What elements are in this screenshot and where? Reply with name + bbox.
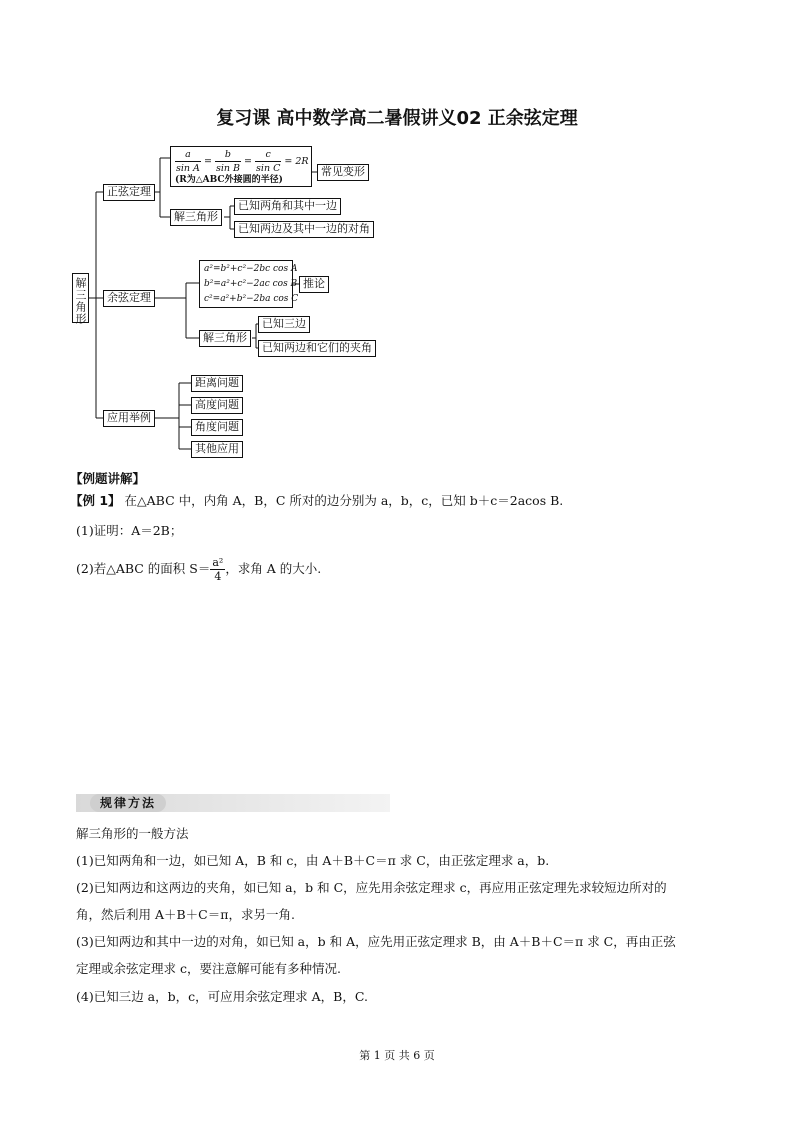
cosine-corollary-node: 推论	[299, 276, 329, 293]
cosine-solve-node: 解三角形	[199, 330, 251, 347]
page-footer: 第 1 页 共 6 页	[359, 1049, 435, 1062]
example-1-statement: 【例 1】 在△ABC 中，内角 A，B，C 所对的边分别为 a，b，c，已知 b＋c＝2acos B.	[70, 493, 564, 508]
method-p2b: 角，然后利用 A＋B＋C＝π，求另一角.	[76, 907, 295, 922]
sine-law-node: 正弦定理	[103, 184, 155, 201]
application-item-other: 其他应用	[191, 441, 243, 458]
knowledge-tree	[0, 0, 794, 470]
method-p3b: 定理或余弦定理求 c，要注意解可能有多种情况.	[76, 961, 341, 976]
cosine-case-2: 已知两边和它们的夹角	[258, 340, 376, 357]
cosine-law-formulas: a²=b²+c²−2bc cos A b²=a²+c²−2ac cos B c²=a²+b²−2ba cos C	[199, 260, 293, 308]
example-heading: 【例题讲解】	[70, 471, 146, 486]
method-banner	[76, 794, 390, 812]
application-item-angle: 角度问题	[191, 419, 243, 436]
example-1-q2: (2)若△ABC 的面积 S＝ $\frac{\text{a²}}{4}$ ，求角 A 的大小.	[76, 556, 322, 583]
method-title: 解三角形的一般方法	[76, 826, 189, 841]
sine-solve-node: 解三角形	[170, 209, 222, 226]
sine-case-1: 已知两角和其中一边	[234, 198, 341, 215]
circumradius-note: (R为△ABC外接圆的半径)	[175, 175, 283, 185]
example-1-tag: 【例 1】	[70, 493, 121, 508]
tree-connectors	[0, 0, 794, 470]
application-item-distance: 距离问题	[191, 375, 243, 392]
root-node: 解三角形	[72, 273, 89, 323]
sine-case-2: 已知两边及其中一边的对角	[234, 221, 374, 238]
cosine-case-1: 已知三边	[258, 316, 310, 333]
method-p1: (1)已知两角和一边，如已知 A，B 和 c，由 A＋B＋C＝π 求 C，由正弦定理求 a，b.	[76, 853, 550, 868]
method-p2a: (2)已知两边和这两边的夹角，如已知 a，b 和 C，应先用余弦定理求 c，再应用正弦定理先求较短边所对的	[76, 880, 667, 895]
method-banner-label: 规律方法	[90, 794, 166, 812]
cosine-law-node: 余弦定理	[103, 290, 155, 307]
sine-variant-node: 常见变形	[317, 164, 369, 181]
method-p4: (4)已知三边 a，b，c，可应用余弦定理求 A，B，C.	[76, 989, 368, 1004]
application-node: 应用举例	[103, 410, 155, 427]
application-item-height: 高度问题	[191, 397, 243, 414]
method-p3a: (3)已知两边和其中一边的对角，如已知 a，b 和 A，应先用正弦定理求 B，由 A＋B＋C＝π 求 C，再由正弦	[76, 934, 676, 949]
area-fraction: $\frac{\text{a²}}{4}$	[212, 556, 224, 583]
sine-law-formula: $\frac{a}{\text{sin A}}$ = $\frac{b}{\text{sin B}}$ = $\frac{c}{\text{sin C}}$ = 2R (R为△ABC外接圆的半径)	[170, 146, 312, 187]
example-1-q1: (1)证明：A＝2B；	[76, 523, 183, 538]
page-title: 复习课 高中数学高二暑假讲义02 正余弦定理	[216, 108, 578, 129]
